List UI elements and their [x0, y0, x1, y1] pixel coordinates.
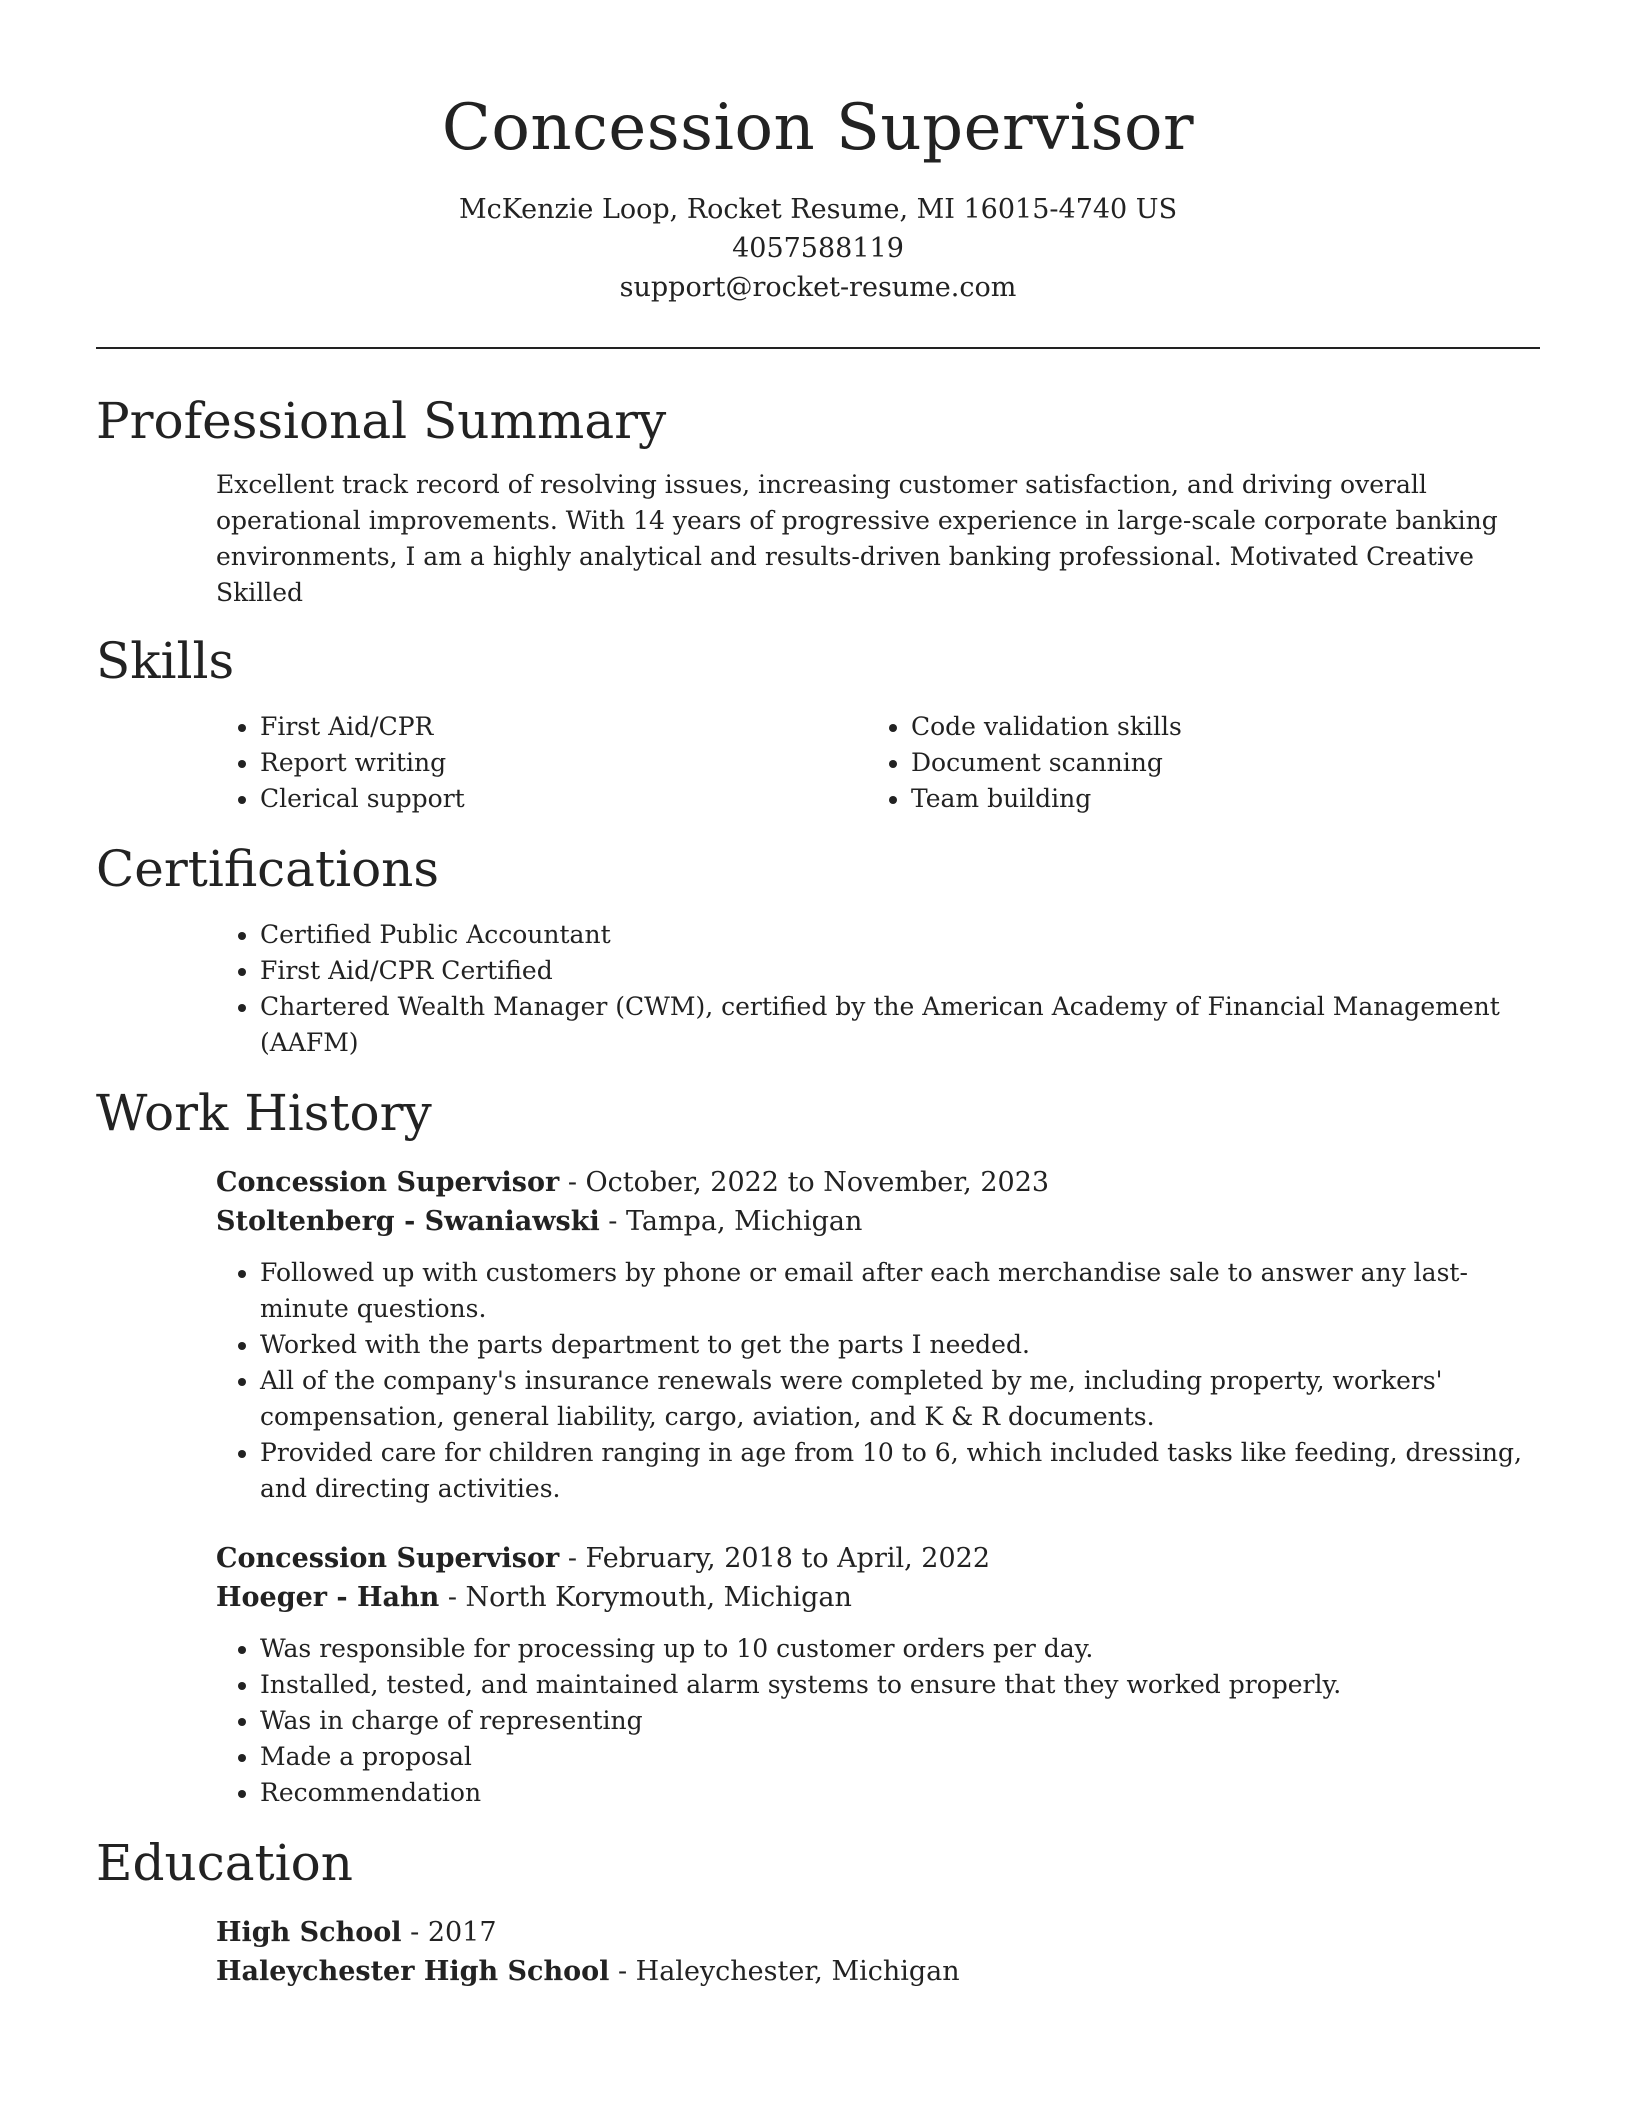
skills-list: [216, 709, 1540, 817]
skill-item: • Report writing: [260, 745, 867, 781]
education-section: [96, 1831, 1540, 1991]
certifications-section: [96, 837, 1540, 1061]
job-title-line: [216, 1539, 1540, 1578]
job-dates: - October, 2022 to November, 2023: [559, 1167, 1050, 1198]
job-bullet: • Recommendation: [260, 1775, 1546, 1811]
skills-column-left: [216, 709, 867, 817]
resume-header: [96, 0, 1540, 307]
resume-page: [96, 0, 1540, 1991]
job-role: Concession Supervisor: [216, 1167, 560, 1198]
certification-item: • Certified Public Accountant: [260, 917, 1540, 953]
education-location: - Haleychester, Michigan: [609, 1956, 960, 1987]
job-company: Hoeger - Hahn: [216, 1582, 440, 1613]
job-dates: - February, 2018 to April, 2022: [559, 1543, 991, 1574]
job-location: - Tampa, Michigan: [599, 1206, 863, 1237]
education-year: - 2017: [401, 1917, 497, 1948]
job-bullet: • All of the company's insurance renewals were completed by me, including property, workers' compensation, general liability, cargo, aviation, and K & R documents.: [260, 1363, 1546, 1435]
skill-item: • Document scanning: [911, 745, 1518, 781]
job-bullets: [216, 1631, 1546, 1811]
job-bullet: • Was in charge of representing: [260, 1703, 1546, 1739]
education-degree-line: [216, 1913, 1540, 1952]
education-degree: High School: [216, 1917, 402, 1948]
certifications-heading: Certifications: [96, 840, 440, 898]
job-company-line: [216, 1202, 1540, 1241]
certification-item: • First Aid/CPR Certified: [260, 953, 1540, 989]
job-bullet: • Was responsible for processing up to 10 customer orders per day.: [260, 1631, 1546, 1667]
job-location: - North Korymouth, Michigan: [439, 1582, 852, 1613]
header-divider: [96, 347, 1540, 349]
certifications-list: [216, 917, 1540, 1061]
education-school: Haleychester High School: [216, 1956, 610, 1987]
skill-item: • Team building: [911, 781, 1518, 817]
job-bullet: • Worked with the parts department to get the parts I needed.: [260, 1327, 1546, 1363]
skill-item: • First Aid/CPR: [260, 709, 867, 745]
job-entry: [216, 1163, 1540, 1507]
education-heading: Education: [96, 1834, 353, 1892]
job-company-line: [216, 1578, 1540, 1617]
job-bullet: • Made a proposal: [260, 1739, 1546, 1775]
summary-text: Excellent track record of resolving issues, increasing customer satisfaction, and driving overall operational improvements. With 14 years of progressive experience in large-scale corporate banking environments, I am a highly analytical and results-driven banking professional. Motivated Creative Skilled: [216, 470, 1498, 607]
skills-heading: Skills: [96, 632, 235, 690]
skills-column-right: [867, 709, 1518, 817]
phone: 4057588119: [732, 233, 904, 264]
candidate-name: Concession Supervisor: [441, 91, 1195, 165]
work-history-section: [96, 1081, 1540, 1811]
summary-heading: Professional Summary: [96, 392, 667, 450]
job-bullet: • Installed, tested, and maintained alarm systems to ensure that they worked properly.: [260, 1667, 1546, 1703]
skill-item: • Code validation skills: [911, 709, 1518, 745]
contact-block: [96, 190, 1540, 307]
job-entry: [216, 1539, 1540, 1811]
education-entry: [216, 1913, 1540, 1991]
job-role: Concession Supervisor: [216, 1543, 560, 1574]
certification-item: • Chartered Wealth Manager (CWM), certified by the American Academy of Financial Management (AAFM): [260, 989, 1540, 1061]
education-school-line: [216, 1952, 1540, 1991]
summary-section: [96, 389, 1540, 611]
job-title-line: [216, 1163, 1540, 1202]
skill-item: • Clerical support: [260, 781, 867, 817]
email: support@rocket-resume.com: [619, 272, 1017, 303]
skills-section: [96, 629, 1540, 817]
address: McKenzie Loop, Rocket Resume, MI 16015-4740 US: [458, 194, 1178, 225]
job-bullet: • Followed up with customers by phone or email after each merchandise sale to answer any last-minute questions.: [260, 1255, 1546, 1327]
job-company: Stoltenberg - Swaniawski: [216, 1206, 600, 1237]
job-bullet: • Provided care for children ranging in age from 10 to 6, which included tasks like feeding, dressing, and directing activities.: [260, 1435, 1546, 1507]
work-history-heading: Work History: [96, 1084, 432, 1142]
job-bullets: [216, 1255, 1546, 1507]
